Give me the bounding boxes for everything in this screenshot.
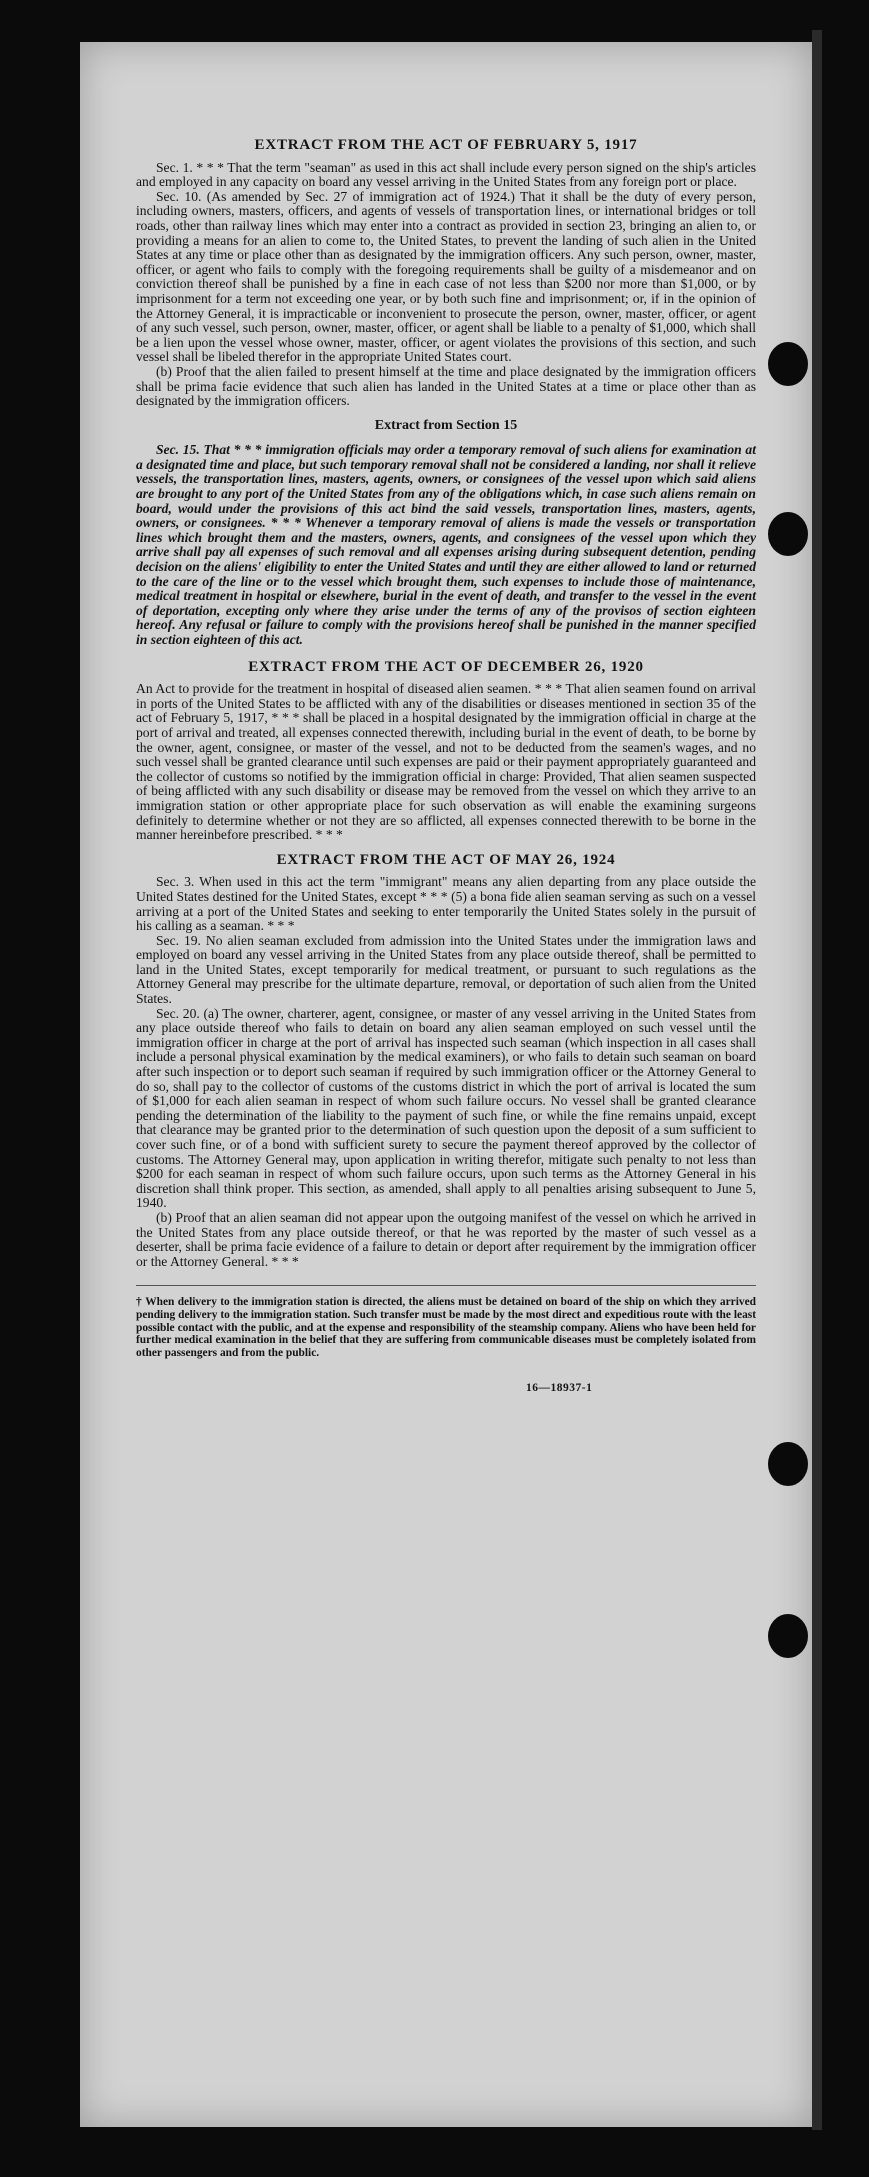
paragraph-sec-3: Sec. 3. When used in this act the term "immigrant" means any alien departing from any place outside the United States destined for the United States, except * * * (5) a bona fide alien seaman serving as such on a vessel arriving at a port of the United States and seeking to enter temporarily the United States solely in the pursuit of his calling as a seaman. * * *: [136, 874, 756, 934]
document-page: [80, 42, 812, 2127]
heading-act-1920: EXTRACT FROM THE ACT OF DECEMBER 26, 1920: [248, 658, 644, 675]
paragraph-sec-10: Sec. 10. (As amended by Sec. 27 of immigration act of 1924.) That it shall be the duty of every person, including owners, masters, officers, and agents of vessels of transportation lines, or international bridges or toll roads, other than railway lines which may enter into a contract as provided in section 23, bringing an alien to, or providing a means for an alien to come to, the United States, to prevent the landing of such alien in the United States at any time or place other than as designated by the immigration officers. Any such person, owner, master, officer, or agent who fails to comply with the foregoing requirements shall be guilty of a misdemeanor and on conviction thereof shall be punished by a fine in each case of not less than $200 nor more than $1,000, or by imprisonment for a term not exceeding one year, or by both such fine and imprisonment; or, if in the opinion of the Attorney General, it is impracticable or inconvenient to prosecute the person, owner, master, officer, or agent of any such vessel, such person, owner, master, officer, or agent shall be liable to a penalty of $1,000, which shall be a lien upon the vessel whose owner, master, officer, or agent violates the provisions of this section, and such vessel shall be libeled therefor in the appropriate United States court.: [136, 188, 756, 365]
document-body: [136, 132, 756, 1396]
footnote: † When delivery to the immigration station is directed, the aliens must be detained on board of the ship on which they arrived pending delivery to the immigration station. Such transfer must be made by the most direct and expeditious route with the least possible contact with the public, and at the expense and responsibility of the steamship company. Aliens who have been held for further medical examination in the belief that they are suffering from communicable diseases must be completely isolated from other passengers and from the public.: [136, 1285, 756, 1359]
paragraph-sec-1: Sec. 1. * * * That the term "seaman" as used in this act shall include every person signed on the ship's articles and employed in any capacity on board any vessel arriving in the United States from any foreign port or place.: [136, 159, 756, 190]
heading-act-1917: EXTRACT FROM THE ACT OF FEBRUARY 5, 1917: [254, 137, 638, 153]
paragraph-sec-20a: Sec. 20. (a) The owner, charterer, agent, consignee, or master of any vessel arriving in the United States from any place outside thereof who fails to detain on board any alien seaman employed on such vessel until the immigration officer in charge at the port of arrival has inspected such seaman (which inspection in all cases shall include a personal physical examination by the medical examiners), or who fails to detain such seaman on board after such inspection or to deport such seaman if required by such immigration officer or the Attorney General to do so, shall pay to the collector of customs of the customs district in which the port of arrival is located the sum of $1,000 for each alien seaman in respect of whom such failure occurs. No vessel shall be granted clearance pending the determination of the liability to the payment of such fine, or while the fine remains unpaid, except that clearance may be granted prior to the determination of such question upon the deposit of a sum sufficient to cover such fine, or of a bond with sufficient surety to secure the payment thereof approved by the collector of customs. The Attorney General may, upon application in writing therefor, mitigate such penalty to not less than $200 for each seaman in respect of whom such failure occurs, upon such terms as the Attorney General in his discretion shall think proper. This section, as amended, shall apply to all penalties arising subsequent to June 5, 1940.: [136, 1005, 756, 1211]
paragraph-sec-15: Sec. 15. That * * * immigration officials may order a temporary removal of such aliens for examination at a designated time and place, but such temporary removal shall not be considered a landing, nor shall it relieve vessels, the transportation lines, masters, agents, owners, or consignees of the vessel upon which said aliens are brought to any port of the United States from any of the obligations which, in case such aliens remain on board, would under the provisions of this act bind the said vessels, transportation lines, masters, agents, owners, or consignees. * * * Whenever a temporary removal of aliens is made the vessels or transportation lines which brought them and the masters, owners, agents, and consignees of the vessel upon which they arrive shall pay all expenses of such removal and all expenses arising during subsequent detention, pending decision on the aliens' eligibility to enter the United States and until they are either allowed to land or returned to the care of the line or to the vessel which brought them, such expenses to include those of maintenance, medical treatment in hospital or elsewhere, burial in the event of death, and transfer to the vessel in the event of deportation, excepting only where they arise under the terms of any of the provisos of section eighteen hereof. Any refusal or failure to comply with the provisions hereof shall be punished in the manner specified in section eighteen of this act.: [136, 442, 756, 647]
page-edge-shadow: [812, 30, 822, 2130]
heading-act-1924: EXTRACT FROM THE ACT OF MAY 26, 1924: [276, 851, 616, 868]
punch-hole-icon: [768, 1614, 808, 1658]
paragraph-sec-19: Sec. 19. No alien seaman excluded from admission into the United States under the immigration laws and employed on board any vessel arriving in the United States from any place outside thereof, shall be permitted to land in the United States, except temporarily for medical treatment, or pursuant to such regulations as the Attorney General may prescribe for the ultimate departure, removal, or deportation of such alien from the United States.: [136, 932, 756, 1007]
paragraph-sec-10b: (b) Proof that the alien failed to present himself at the time and place designated by the immigration officers shall be prima facie evidence that such alien has landed in the United States at a time or place other than as designated by the immigration officers.: [136, 363, 756, 409]
punch-hole-icon: [768, 512, 808, 556]
punch-hole-icon: [768, 1442, 808, 1486]
print-code: 16—18937-1: [526, 1382, 593, 1395]
paragraph-sec-20b: (b) Proof that an alien seaman did not appear upon the outgoing manifest of the vessel on which he arrived in the United States from any place outside thereof, or that he was reported by the master of such vessel as a deserter, shall be prima facie evidence of a failure to detain or deport after requirement by the immigration officer or the Attorney General. * * *: [136, 1209, 756, 1269]
paragraph-act-1920: An Act to provide for the treatment in hospital of diseased alien seamen. * * * That alien seamen found on arrival in ports of the United States to be afflicted with any of the disabilities or diseases mentioned in section 35 of the act of February 5, 1917, * * * shall be placed in a hospital designated by the immigration official in charge at the port of arrival and treated, all expenses connected therewith, including burial in the event of death, to be borne by the owner, agent, consignee, or master of the vessel, and not to be deducted from the seamen's wages, and no such vessel shall be granted clearance until such expenses are paid or their payment appropriately guaranteed and the collector of customs so notified by the immigration official in charge: Provided, That alien seamen suspected of being afflicted with any such disability or disease may be removed from the vessel on which they arrive to an immigration station or other appropriate place for such observation as will enable the examining surgeons definitely to determine whether or not they are so afflicted, all expenses connected therewith to be borne in the manner hereinbefore prescribed. * * *: [136, 681, 756, 843]
punch-hole-icon: [768, 342, 808, 386]
heading-section-15: Extract from Section 15: [374, 417, 518, 433]
